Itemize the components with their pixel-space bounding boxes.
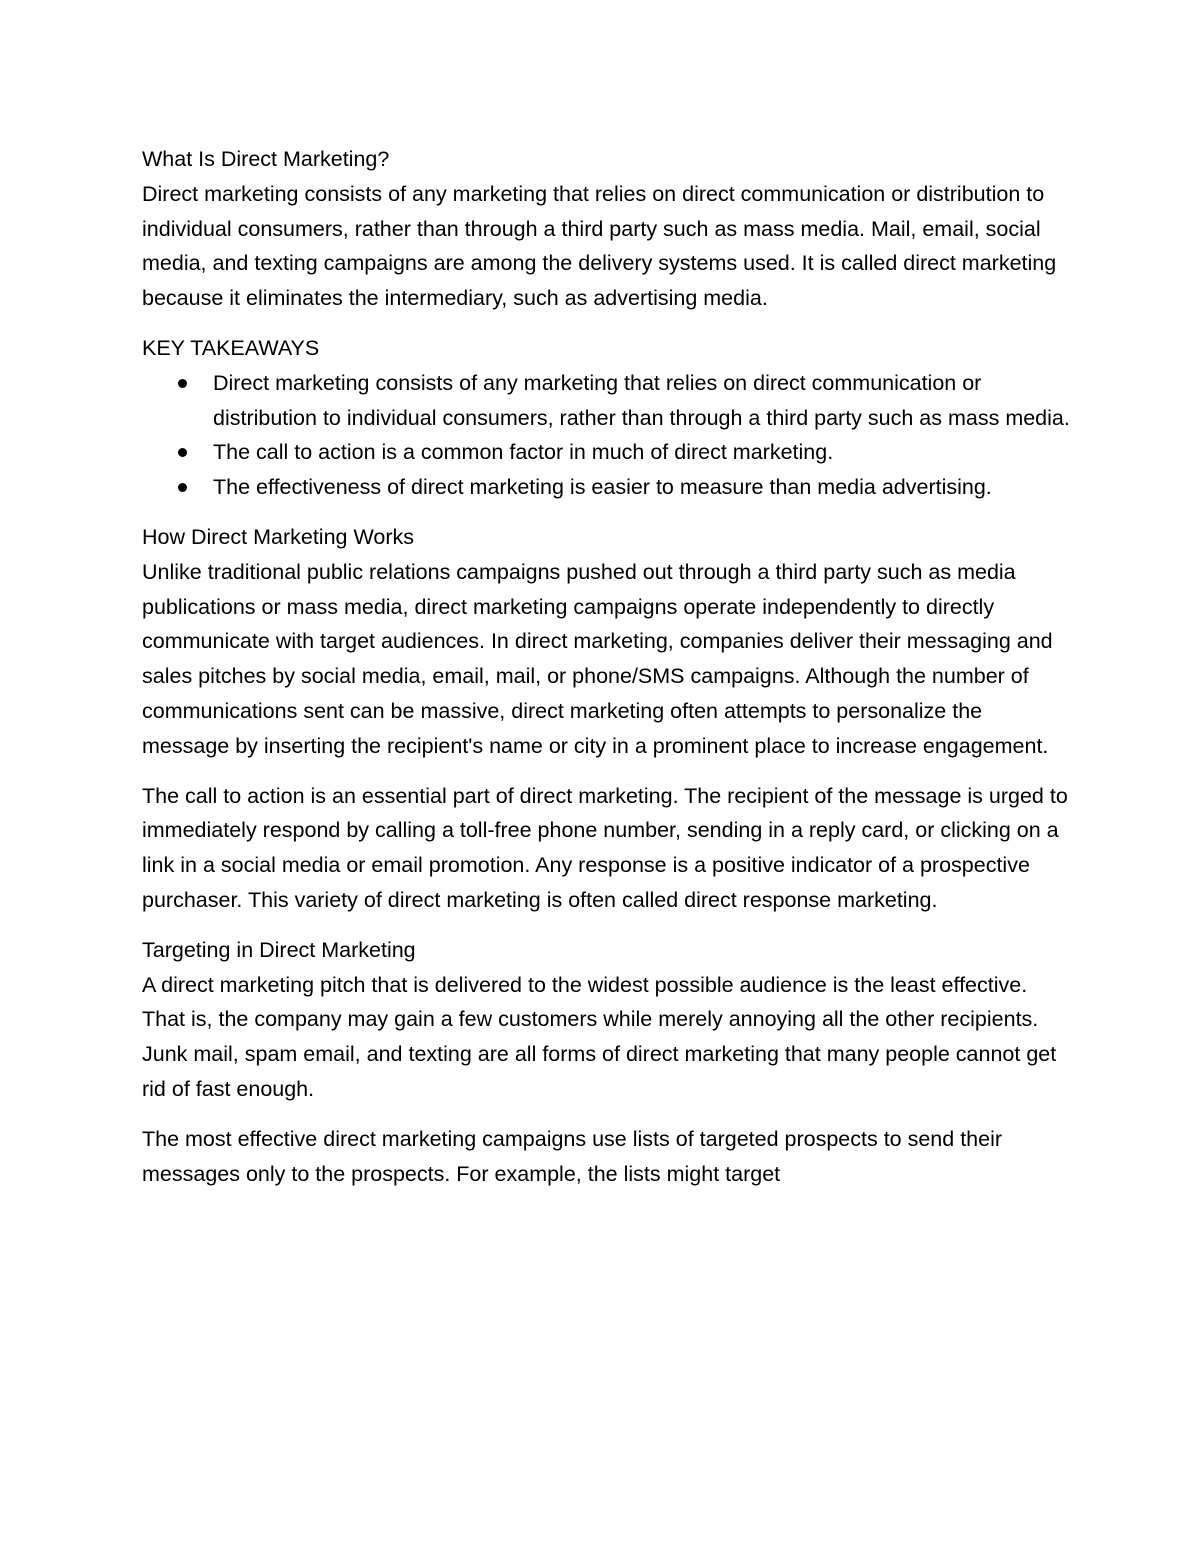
heading-what-is-direct-marketing: What Is Direct Marketing? [142, 147, 390, 171]
key-takeaways-list [142, 366, 1072, 505]
document-page [142, 142, 1072, 1206]
paragraph-targeting-1: A direct marketing pitch that is delivered to the widest possible audience is the least effective. That is, the company may gain a few customers while merely annoying all the other recipients. Junk mail, spam email, and texting are all forms of direct marketing that many people cannot get rid of fast enough. [142, 972, 1057, 1101]
heading-targeting-in-direct-marketing: Targeting in Direct Marketing [142, 937, 416, 962]
paragraph-how-it-works-2: The call to action is an essential part of direct marketing. The recipient of the message is urged to immediately respond by calling a toll-free phone number, sending in a reply card, or clicking on a link in a social media or email promotion. Any response is a positive indicator of a prospective purchaser. This variety of direct marketing is often called direct response marketing. [142, 783, 1068, 912]
section-how-it-works [142, 520, 1072, 918]
paragraph-targeting-2: The most effective direct marketing campaigns use lists of targeted prospects to send their messages only to the prospects. For example, the lists might target [142, 1126, 1003, 1186]
list-item: The effectiveness of direct marketing is easier to measure than media advertising. [213, 470, 1072, 505]
heading-how-direct-marketing-works: How Direct Marketing Works [142, 524, 414, 549]
paragraph-definition: Direct marketing consists of any marketing that relies on direct communication or distribution to individual consumers, rather than through a third party such as mass media. Mail, email, social media, and texting campaigns are among the delivery systems used. It is called direct marketing because it eliminates the intermediary, such as advertising media. [142, 181, 1057, 311]
list-item: The call to action is a common factor in much of direct marketing. [213, 435, 1072, 470]
key-takeaways-section [142, 331, 1072, 505]
key-takeaways-label: KEY TAKEAWAYS [142, 335, 320, 360]
list-item: Direct marketing consists of any marketing that relies on direct communication or distribution to individual consumers, rather than through a third party such as mass media. [213, 366, 1072, 436]
paragraph-how-it-works-1: Unlike traditional public relations campaigns pushed out through a third party such as media publications or mass media, direct marketing campaigns operate independently to directly communicate with target audiences. In direct marketing, companies deliver their messaging and sales pitches by social media, email, mail, or phone/SMS campaigns. Although the number of communications sent can be massive, direct marketing often attempts to personalize the message by inserting the recipient's name or city in a prominent place to increase engagement. [142, 559, 1053, 758]
section-targeting [142, 933, 1072, 1192]
section-what-is [142, 142, 1072, 316]
